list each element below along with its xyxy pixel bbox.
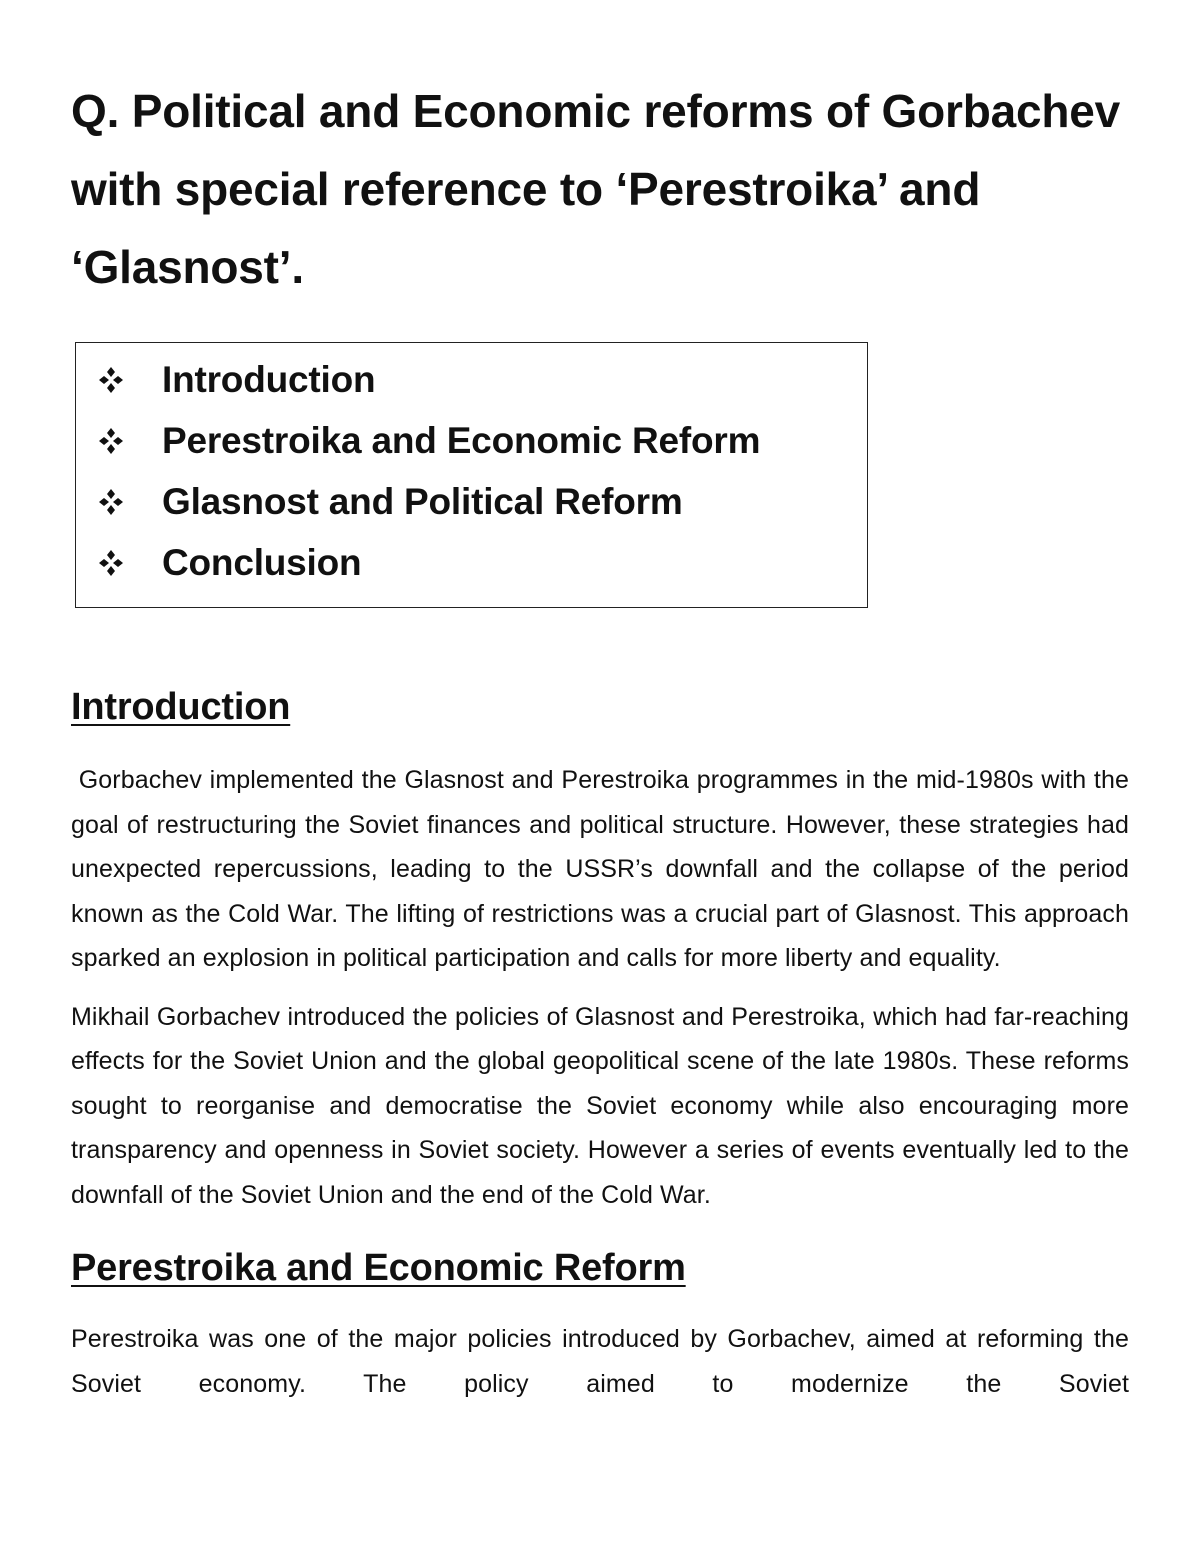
toc-item-introduction bbox=[76, 349, 867, 410]
toc-label: Perestroika and Economic Reform bbox=[162, 419, 761, 461]
section-heading-introduction: Introduction bbox=[71, 686, 291, 728]
table-of-contents bbox=[75, 342, 868, 608]
four-diamond-bullet-icon bbox=[76, 365, 162, 395]
four-diamond-bullet-icon bbox=[76, 426, 162, 456]
toc-label: Conclusion bbox=[162, 541, 362, 583]
toc-item-perestroika bbox=[76, 410, 867, 471]
toc-label: Introduction bbox=[162, 358, 376, 400]
four-diamond-bullet-icon bbox=[76, 487, 162, 517]
paragraph: Perestroika was one of the major policies introduced by Gorbachev, aimed at reforming the Soviet economy. The policy aimed to modernize the Soviet bbox=[71, 1325, 1129, 1398]
paragraph: Gorbachev implemented the Glasnost and Perestroika programmes in the mid-1980s with the goal of restructuring the Soviet finances and political structure. However, these strategies had unexpected repercussions, leading to the USSR’s downfall and the collapse of the period known as the Cold War. The lifting of restrictions was a crucial part of Glasnost. This approach sparked an explosion in political participation and calls for more liberty and equality. bbox=[71, 766, 1137, 972]
toc-item-conclusion bbox=[76, 532, 867, 593]
toc-label: Glasnost and Political Reform bbox=[162, 480, 683, 522]
paragraph: Mikhail Gorbachev introduced the policies of Glasnost and Perestroika, which had far-reaching effects for the Soviet Union and the global geopolitical scene of the late 1980s. These reforms sought to reorganise and democratise the Soviet economy while also encouraging more transparency and openness in Soviet society. However a series of events eventually led to the downfall of the Soviet Union and the end of the Cold War. bbox=[71, 1002, 1129, 1209]
document-title: Q. Political and Economic reforms of Gorbachev with special reference to ‘Perestroika’ and ‘Glasnost’. bbox=[71, 85, 1121, 293]
four-diamond-bullet-icon bbox=[76, 548, 162, 578]
section-heading-perestroika: Perestroika and Economic Reform bbox=[71, 1247, 686, 1289]
toc-item-glasnost bbox=[76, 471, 867, 532]
document-page bbox=[71, 72, 1137, 1406]
